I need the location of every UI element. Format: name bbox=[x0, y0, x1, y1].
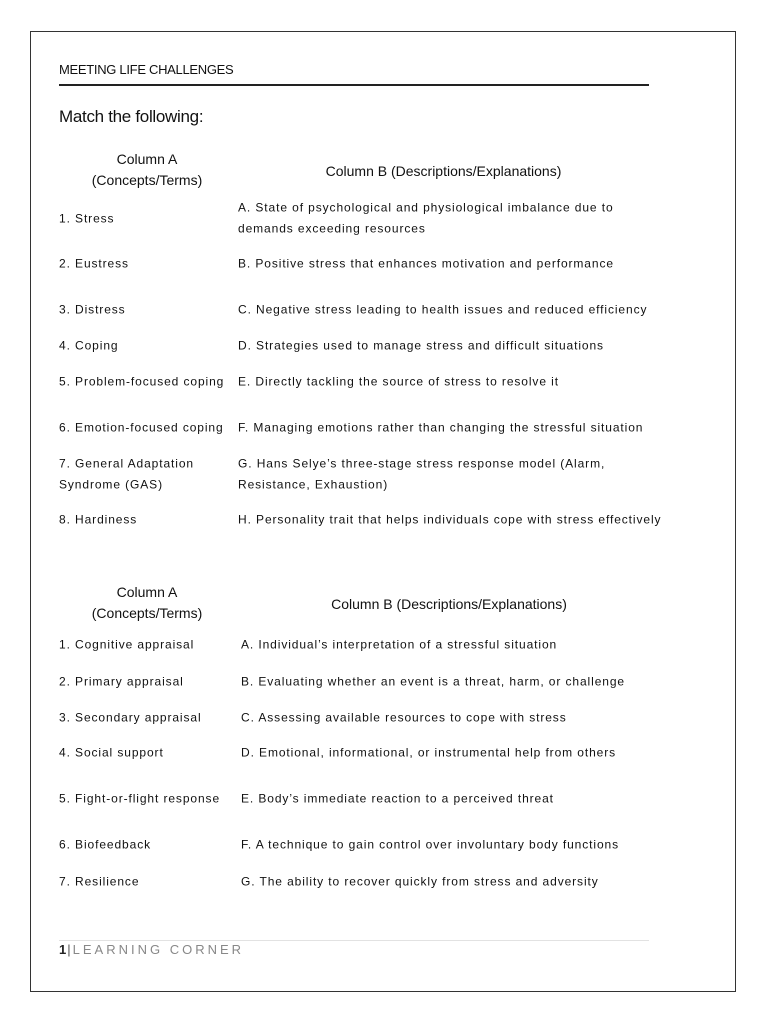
description-cell: D. Emotional, informational, or instrumental help from others bbox=[241, 745, 617, 760]
description-cell: G. Hans Selye’s three-stage stress response model (Alarm, Resistance, Exhaustion) bbox=[238, 456, 606, 492]
table-row bbox=[59, 197, 659, 240]
column-a-title: Column A bbox=[116, 151, 178, 167]
table-row bbox=[59, 731, 659, 775]
table-row bbox=[59, 775, 659, 823]
concept-cell: 1. Cognitive appraisal bbox=[59, 636, 195, 651]
column-a-header bbox=[59, 582, 235, 624]
description-cell: A. State of psychological and physiological imbalance due to demands exceeding resources bbox=[238, 200, 614, 236]
table-row bbox=[59, 659, 659, 704]
description-cell: C. Negative stress leading to health issues and reduced efficiency bbox=[238, 301, 648, 316]
footer-separator: | bbox=[67, 942, 71, 957]
footer-label: LEARNING CORNER bbox=[72, 942, 245, 957]
concept-cell: 2. Eustress bbox=[59, 255, 129, 270]
column-b-header: Column B (Descriptions/Explanations) bbox=[325, 163, 562, 179]
page-number: 1 bbox=[59, 942, 68, 957]
concept-cell: 5. Fight-or-flight response bbox=[59, 791, 221, 806]
concept-cell: 6. Biofeedback bbox=[59, 837, 151, 852]
description-cell: D. Strategies used to manage stress and difficult situations bbox=[238, 337, 604, 352]
table-row bbox=[59, 404, 659, 451]
description-cell: B. Evaluating whether an event is a threat, harm, or challenge bbox=[241, 673, 625, 688]
column-a-subtitle: (Concepts/Terms) bbox=[91, 172, 203, 188]
table-row bbox=[59, 867, 659, 896]
match-table-1 bbox=[59, 149, 662, 542]
concept-cell: 7. General Adaptation Syndrome (GAS) bbox=[59, 456, 194, 492]
concept-cell: 7. Resilience bbox=[59, 873, 140, 888]
description-cell: A. Individual’s interpretation of a stressful situation bbox=[241, 636, 558, 651]
table-row bbox=[59, 359, 659, 404]
description-cell: F. A technique to gain control over involuntary body functions bbox=[241, 837, 620, 852]
table-row bbox=[59, 451, 659, 498]
page-header-title: MEETING LIFE CHALLENGES bbox=[59, 62, 234, 77]
table-header bbox=[59, 149, 659, 197]
header-divider bbox=[59, 84, 649, 86]
concept-cell: 6. Emotion-focused coping bbox=[59, 419, 224, 434]
table-row bbox=[59, 240, 659, 287]
concept-cell: 2. Primary appraisal bbox=[59, 673, 184, 688]
section-heading: Match the following: bbox=[59, 107, 204, 126]
concept-cell: 3. Secondary appraisal bbox=[59, 709, 202, 724]
concept-cell: 4. Coping bbox=[59, 337, 119, 352]
description-cell: B. Positive stress that enhances motivation and performance bbox=[238, 255, 614, 270]
description-cell: C. Assessing available resources to cope with stress bbox=[241, 709, 567, 724]
column-b-header: Column B (Descriptions/Explanations) bbox=[331, 596, 567, 612]
column-a-title: Column A bbox=[116, 584, 178, 600]
concept-cell: 1. Stress bbox=[59, 210, 115, 225]
page-footer bbox=[59, 942, 244, 957]
description-cell: G. The ability to recover quickly from stress and adversity bbox=[241, 873, 599, 888]
column-a-header bbox=[59, 149, 235, 191]
match-table-2 bbox=[59, 582, 659, 896]
concept-cell: 4. Social support bbox=[59, 745, 164, 760]
description-cell: E. Body’s immediate reaction to a perceived threat bbox=[241, 791, 554, 806]
concept-cell: 8. Hardiness bbox=[59, 512, 138, 527]
table-row bbox=[59, 704, 659, 731]
description-cell: E. Directly tackling the source of stress to resolve it bbox=[238, 373, 559, 388]
column-a-subtitle: (Concepts/Terms) bbox=[91, 605, 203, 621]
table-row bbox=[59, 823, 659, 867]
table-row bbox=[59, 332, 659, 359]
concept-cell: 5. Problem-focused coping bbox=[59, 373, 225, 388]
table-row bbox=[59, 287, 659, 332]
table-row bbox=[59, 630, 659, 659]
description-cell: H. Personality trait that helps individuals cope with stress effectively bbox=[238, 512, 662, 527]
table-row bbox=[59, 498, 662, 542]
concept-cell: 3. Distress bbox=[59, 301, 126, 316]
footer-divider bbox=[59, 940, 649, 941]
description-cell: F. Managing emotions rather than changing the stressful situation bbox=[238, 419, 644, 434]
table-header bbox=[59, 582, 659, 630]
